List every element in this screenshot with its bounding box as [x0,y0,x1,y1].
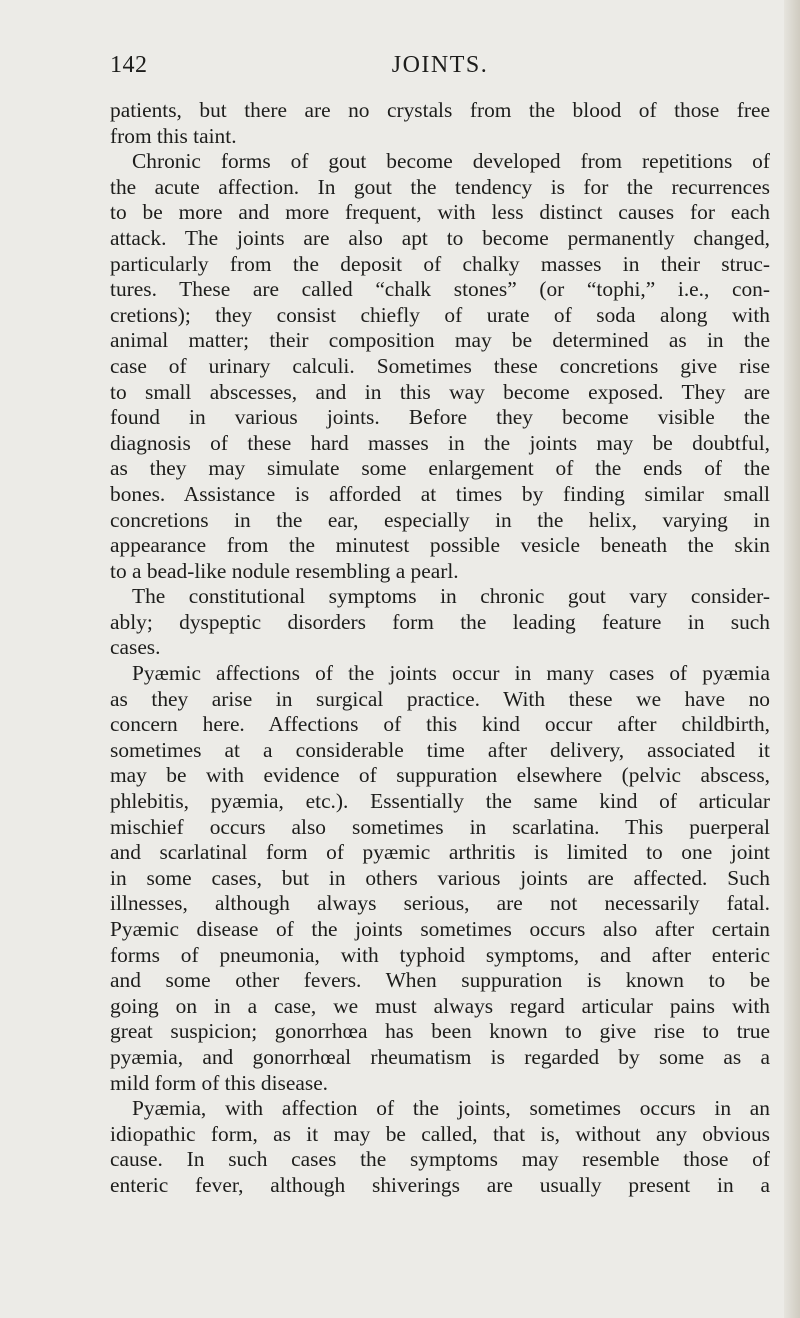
text-line: attack. The joints are also apt to become permanently changed, [110,225,770,250]
text-line: to be more and more frequent, with less distinct causes for each [110,200,770,225]
text-line: Pyæmic disease of the joints sometimes occurs also after certain [110,917,770,941]
text-line: forms of pneumonia, with typhoid symptoms, and after enteric [110,942,770,967]
text-line: as they arise in surgical practice. With these we have no [110,686,770,711]
text-line: mischief occurs also sometimes in scarlatina. This puerperal [110,814,770,839]
text-line: cause. In such cases the symptoms may resemble those of [110,1147,770,1172]
text-line: case of urinary calculi. Sometimes these concretions give rise [110,353,770,378]
text-line: great suspicion; gonorrhœa has been known to give rise to true [110,1019,770,1044]
text-line: illnesses, although always serious, are not necessarily fatal. [110,891,770,916]
text-line: pyæmia, and gonorrhœal rheumatism is regarded by some as a [110,1044,770,1069]
text-line: sometimes at a considerable time after delivery, associated it [110,737,770,762]
text-line: bones. Assistance is afforded at times by finding similar small [110,481,770,506]
text-line: from this taint. [110,123,237,148]
text-line: diagnosis of these hard masses in the joints may be doubtful, [110,430,770,455]
text-line: and some other fevers. When suppuration is known to be [110,968,770,993]
text-line: to a bead-like nodule resembling a pearl. [110,558,459,583]
text-line: going on in a case, we must always regard articular pains with [110,993,770,1018]
text-line: in some cases, but in others various joints are affected. Such [110,865,770,890]
running-head: JOINTS. [391,52,489,78]
text-line: found in various joints. Before they become visible the [110,405,770,430]
text-line: animal matter; their composition may be determined as in the [110,328,770,353]
text-line: the acute affection. In gout the tendency is for the recurrences [110,174,770,199]
text-line: may be with evidence of suppuration elsewhere (pelvic abscess, [110,763,770,788]
text-line: patients, but there are no crystals from the blood of those free [110,98,770,122]
text-line: cases. [110,635,161,660]
text-line: and scarlatinal form of pyæmic arthritis is limited to one joint [110,840,770,865]
text-line: enteric fever, although shiverings are usually present in a [110,1172,770,1197]
text-line: The constitutional symptoms in chronic gout vary consider- [132,584,770,609]
page-edge-shadow [784,0,800,1318]
text-line: to small abscesses, and in this way become exposed. They are [110,379,770,404]
text-line: concretions in the ear, especially in the helix, varying in [110,507,770,532]
page-number: 142 [110,52,148,78]
text-line: Pyæmic affections of the joints occur in many cases of pyæmia [132,661,770,686]
text-line: as they may simulate some enlargement of the ends of the [110,456,770,481]
text-line: mild form of this disease. [110,1070,329,1095]
text-line: Chronic forms of gout become developed from repetitions of [132,149,770,174]
text-line: concern here. Affections of this kind occur after childbirth, [110,712,770,737]
text-line: cretions); they consist chiefly of urate of soda along with [110,302,770,327]
text-line: idiopathic form, as it may be called, that is, without any obvious [110,1121,770,1146]
text-line: appearance from the minutest possible vesicle beneath the skin [110,533,770,558]
text-line: particularly from the deposit of chalky masses in their struc- [110,251,770,276]
body-text [110,98,770,1199]
text-line: ably; dyspeptic disorders form the leading feature in such [110,609,770,634]
text-line: tures. These are called “chalk stones” (or “tophi,” i.e., con- [110,277,770,302]
text-line: Pyæmia, with affection of the joints, sometimes occurs in an [132,1096,770,1121]
text-line: phlebitis, pyæmia, etc.). Essentially the same kind of articular [110,789,770,814]
page-header [110,52,770,82]
